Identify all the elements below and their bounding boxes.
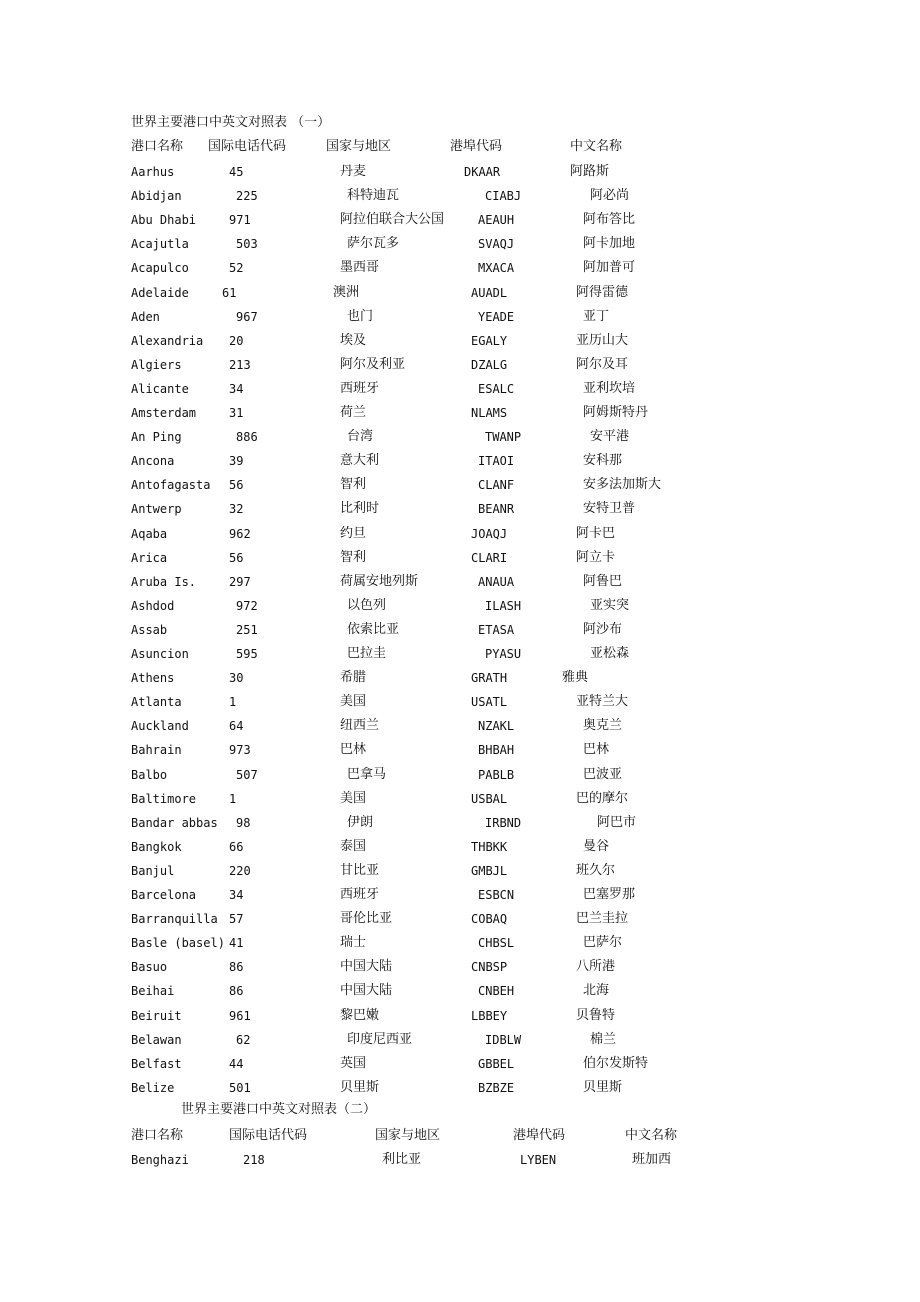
cell-chinese-name: 安科那	[583, 453, 623, 469]
cell-country: 泰国	[340, 838, 367, 854]
table-row	[0, 331, 920, 351]
cell-country: 澳洲	[333, 284, 360, 300]
cell-phone-code: 30	[229, 671, 244, 686]
cell-port-name: Ashdod	[131, 598, 175, 613]
table-row	[0, 499, 920, 519]
cell-port-name: Adelaide	[131, 285, 189, 300]
cell-phone-code: 220	[229, 863, 251, 878]
cell-port-name: Acapulco	[131, 261, 189, 276]
cell-port-name: Basle (basel)	[131, 936, 225, 951]
table-row	[0, 1030, 920, 1050]
cell-port-code: CIABJ	[485, 189, 522, 204]
cell-chinese-name: 巴塞罗那	[583, 887, 636, 902]
cell-chinese-name: 亚利坎培	[583, 380, 636, 396]
cell-country: 比利时	[340, 501, 380, 517]
cell-port-name: Bandar abbas	[131, 815, 218, 830]
cell-phone-code: 86	[229, 984, 244, 999]
cell-port-name: An Ping	[131, 430, 182, 445]
cell-port-name: Basuo	[131, 960, 168, 975]
cell-country: 甘比亚	[340, 862, 380, 878]
cell-chinese-name: 伯尔发斯特	[583, 1055, 649, 1071]
cell-country: 瑞士	[340, 935, 367, 951]
cell-phone-code: 973	[229, 743, 251, 758]
cell-port-code: AEAUH	[478, 213, 515, 228]
table-row	[0, 475, 920, 495]
header-phone-code: 国际电话代码	[229, 1128, 308, 1143]
cell-chinese-name: 巴林	[583, 742, 610, 758]
cell-phone-code: 61	[222, 285, 237, 300]
cell-country: 巴拿马	[347, 766, 387, 782]
cell-phone-code: 971	[229, 213, 251, 228]
header-port-code: 港埠代码	[450, 139, 503, 154]
cell-port-name: Balbo	[131, 767, 168, 782]
cell-chinese-name: 阿姆斯特丹	[583, 405, 649, 420]
cell-port-code: ESALC	[478, 381, 515, 396]
cell-port-code: TWANP	[485, 430, 522, 445]
cell-chinese-name: 巴波亚	[583, 766, 623, 782]
cell-port-code: GBBEL	[478, 1056, 515, 1071]
cell-port-code: GRATH	[471, 671, 508, 686]
cell-port-code: COBAQ	[471, 912, 508, 927]
cell-phone-code: 967	[236, 309, 258, 324]
cell-port-name: Arica	[131, 550, 168, 565]
cell-port-code: ESBCN	[478, 888, 515, 902]
cell-country: 纽西兰	[340, 718, 380, 734]
table-row	[0, 716, 920, 736]
cell-phone-code: 507	[236, 767, 258, 782]
table-row	[0, 740, 920, 760]
cell-chinese-name: 阿卡加地	[583, 236, 636, 252]
cell-phone-code: 34	[229, 381, 244, 396]
cell-country: 阿拉伯联合大公国	[340, 212, 445, 228]
cell-chinese-name: 巴兰圭拉	[576, 911, 629, 927]
cell-phone-code: 886	[236, 430, 258, 445]
cell-country: 智利	[340, 477, 367, 493]
table-row	[0, 427, 920, 447]
table-row	[0, 885, 920, 905]
cell-country: 丹麦	[340, 164, 367, 179]
table-row	[0, 1150, 920, 1170]
header-port-code: 港埠代码	[513, 1128, 566, 1143]
cell-country: 哥伦比亚	[340, 911, 393, 927]
cell-chinese-name: 雅典	[562, 670, 589, 686]
cell-country: 利比亚	[382, 1152, 422, 1167]
cell-chinese-name: 贝里斯	[583, 1079, 623, 1095]
cell-chinese-name: 亚特兰大	[576, 694, 629, 710]
cell-port-name: Alexandria	[131, 333, 204, 348]
cell-chinese-name: 阿必尚	[590, 188, 630, 204]
cell-chinese-name: 阿鲁巴	[583, 573, 623, 589]
table-row	[0, 909, 920, 929]
cell-phone-code: 34	[229, 888, 244, 902]
cell-port-name: Beiruit	[131, 1008, 182, 1023]
cell-port-name: Abidjan	[131, 189, 182, 204]
cell-port-code: THBKK	[471, 839, 508, 854]
cell-port-code: BZBZE	[478, 1080, 515, 1095]
cell-port-name: Assab	[131, 622, 168, 637]
section-1-title: 世界主要港口中英文对照表 （一）	[131, 115, 331, 130]
cell-country: 中国大陆	[340, 959, 393, 975]
cell-phone-code: 297	[229, 574, 251, 589]
cell-country: 荷兰	[340, 405, 367, 420]
cell-phone-code: 41	[229, 936, 244, 951]
cell-port-code: CLANF	[478, 478, 515, 493]
cell-port-name: Benghazi	[131, 1153, 189, 1167]
cell-chinese-name: 阿卡巴	[576, 525, 616, 541]
cell-port-code: DZALG	[471, 357, 508, 372]
cell-port-name: Banjul	[131, 863, 175, 878]
cell-port-name: Aruba Is.	[131, 574, 197, 589]
cell-chinese-name: 亚实突	[590, 597, 630, 613]
cell-port-code: CNBEH	[478, 984, 515, 999]
cell-chinese-name: 亚松森	[590, 646, 630, 661]
cell-port-name: Athens	[131, 671, 175, 686]
cell-chinese-name: 贝鲁特	[576, 1007, 616, 1023]
cell-port-code: DKAAR	[464, 165, 501, 179]
table-row	[0, 379, 920, 399]
cell-phone-code: 225	[236, 189, 258, 204]
table-row	[0, 355, 920, 375]
table-row	[0, 1078, 920, 1098]
cell-country: 印度尼西亚	[347, 1031, 413, 1047]
cell-phone-code: 501	[229, 1080, 251, 1095]
cell-country: 中国大陆	[340, 983, 393, 999]
cell-country: 墨西哥	[340, 260, 380, 276]
cell-phone-code: 961	[229, 1008, 251, 1023]
cell-port-name: Alicante	[131, 381, 189, 396]
table-row	[0, 789, 920, 809]
cell-port-name: Ancona	[131, 454, 175, 469]
table-row	[0, 596, 920, 616]
cell-port-code: ILASH	[485, 598, 522, 613]
cell-chinese-name: 安特卫普	[583, 501, 636, 517]
cell-port-code: LBBEY	[471, 1008, 508, 1023]
cell-chinese-name: 棉兰	[590, 1031, 617, 1047]
cell-port-code: NLAMS	[471, 406, 508, 420]
cell-port-name: Asuncion	[131, 647, 189, 661]
cell-port-code: PABLB	[478, 767, 515, 782]
cell-chinese-name: 安平港	[590, 429, 630, 445]
cell-phone-code: 972	[236, 598, 258, 613]
cell-phone-code: 31	[229, 406, 244, 420]
header-port-name: 港口名称	[131, 1128, 184, 1143]
table-row	[0, 668, 920, 688]
section-2-title: 世界主要港口中英文对照表（二）	[181, 1102, 377, 1117]
cell-port-name: Bahrain	[131, 743, 182, 758]
cell-port-name: Antofagasta	[131, 478, 211, 493]
cell-phone-code: 56	[229, 550, 244, 565]
cell-chinese-name: 曼谷	[583, 838, 610, 854]
cell-country: 伊朗	[347, 814, 374, 830]
cell-chinese-name: 巴的摩尔	[576, 790, 629, 806]
cell-port-code: IRBND	[485, 815, 522, 830]
cell-country: 西班牙	[340, 887, 380, 902]
cell-chinese-name: 北海	[583, 983, 610, 999]
cell-port-code: LYBEN	[520, 1153, 557, 1167]
cell-port-code: USATL	[471, 695, 508, 710]
cell-port-code: MXACA	[478, 261, 515, 276]
cell-port-name: Auckland	[131, 719, 189, 734]
cell-port-code: EGALY	[471, 333, 508, 348]
cell-country: 巴林	[340, 742, 367, 758]
table-row	[0, 403, 920, 423]
cell-country: 巴拉圭	[347, 646, 387, 661]
cell-country: 依索比亚	[347, 621, 400, 637]
cell-country: 黎巴嫩	[340, 1007, 380, 1023]
table-row	[0, 524, 920, 544]
table-row	[0, 307, 920, 327]
cell-country: 萨尔瓦多	[347, 236, 400, 252]
cell-country: 也门	[347, 308, 374, 324]
cell-phone-code: 20	[229, 333, 244, 348]
cell-port-code: JOAQJ	[471, 526, 508, 541]
cell-country: 美国	[340, 790, 367, 806]
cell-phone-code: 45	[229, 165, 244, 179]
cell-chinese-name: 阿布答比	[583, 212, 636, 228]
cell-country: 台湾	[347, 429, 374, 445]
cell-port-name: Belize	[131, 1080, 175, 1095]
cell-phone-code: 32	[229, 502, 244, 517]
cell-port-code: CHBSL	[478, 936, 515, 951]
table-row	[0, 861, 920, 881]
table-row	[0, 765, 920, 785]
cell-port-name: Acajutla	[131, 237, 189, 252]
cell-port-name: Bangkok	[131, 839, 182, 854]
cell-port-name: Belfast	[131, 1056, 182, 1071]
cell-phone-code: 44	[229, 1056, 244, 1071]
cell-chinese-name: 阿加普可	[583, 260, 636, 276]
cell-port-name: Amsterdam	[131, 406, 197, 420]
cell-phone-code: 66	[229, 839, 244, 854]
cell-country: 埃及	[340, 332, 367, 348]
cell-port-code: PYASU	[485, 647, 522, 661]
cell-port-name: Aarhus	[131, 165, 175, 179]
table-row	[0, 692, 920, 712]
cell-chinese-name: 阿路斯	[570, 164, 610, 179]
cell-port-name: Atlanta	[131, 695, 182, 710]
cell-country: 阿尔及利亚	[340, 356, 406, 372]
table-row	[0, 210, 920, 230]
cell-chinese-name: 班加西	[632, 1152, 672, 1167]
header-phone-code: 国际电话代码	[208, 139, 287, 154]
cell-phone-code: 52	[229, 261, 244, 276]
cell-port-name: Beihai	[131, 984, 175, 999]
cell-port-code: SVAQJ	[478, 237, 515, 252]
cell-phone-code: 595	[236, 647, 258, 661]
cell-port-code: GMBJL	[471, 863, 508, 878]
cell-chinese-name: 阿得雷德	[576, 284, 629, 300]
cell-port-code: ITAOI	[478, 454, 515, 469]
cell-chinese-name: 班久尔	[576, 862, 616, 878]
table-row	[0, 813, 920, 833]
cell-port-code: ANAUA	[478, 574, 515, 589]
cell-port-code: IDBLW	[485, 1032, 522, 1047]
section-1-header-row	[0, 137, 920, 157]
cell-phone-code: 56	[229, 478, 244, 493]
cell-phone-code: 251	[236, 622, 258, 637]
cell-country: 希腊	[340, 670, 367, 686]
cell-phone-code: 218	[243, 1153, 265, 1167]
header-port-name: 港口名称	[131, 139, 184, 154]
cell-phone-code: 62	[236, 1032, 251, 1047]
cell-country: 英国	[340, 1055, 367, 1071]
cell-country: 意大利	[340, 453, 380, 469]
cell-port-code: USBAL	[471, 791, 508, 806]
cell-port-name: Belawan	[131, 1032, 182, 1047]
cell-port-name: Aqaba	[131, 526, 168, 541]
table-row	[0, 234, 920, 254]
cell-country: 约旦	[340, 525, 367, 541]
cell-country: 美国	[340, 694, 367, 710]
cell-port-code: CNBSP	[471, 960, 508, 975]
cell-phone-code: 98	[236, 815, 251, 830]
header-chinese-name: 中文名称	[570, 139, 623, 154]
table-row	[0, 837, 920, 857]
cell-port-name: Barcelona	[131, 888, 197, 902]
cell-chinese-name: 巴萨尔	[583, 935, 623, 951]
table-row	[0, 957, 920, 977]
cell-country: 智利	[340, 549, 367, 565]
table-row	[0, 644, 920, 664]
cell-chinese-name: 安多法加斯大	[583, 477, 662, 493]
table-row	[0, 283, 920, 303]
cell-phone-code: 1	[229, 791, 237, 806]
cell-country: 荷属安地列斯	[340, 573, 419, 589]
cell-country: 以色列	[347, 597, 387, 613]
cell-port-name: Aden	[131, 309, 160, 324]
cell-chinese-name: 亚历山大	[576, 332, 629, 348]
cell-phone-code: 213	[229, 357, 251, 372]
cell-port-code: BHBAH	[478, 743, 515, 758]
cell-country: 科特迪瓦	[347, 188, 400, 204]
table-row	[0, 451, 920, 471]
cell-chinese-name: 奥克兰	[583, 718, 623, 734]
table-row	[0, 548, 920, 568]
cell-port-code: AUADL	[471, 285, 508, 300]
cell-chinese-name: 阿沙布	[583, 621, 623, 637]
cell-port-code: NZAKL	[478, 719, 515, 734]
header-country: 国家与地区	[326, 139, 392, 154]
cell-chinese-name: 阿巴市	[597, 814, 637, 830]
cell-port-code: CLARI	[471, 550, 508, 565]
cell-country: 西班牙	[340, 380, 380, 396]
cell-port-name: Barranquilla	[131, 912, 218, 927]
cell-port-name: Baltimore	[131, 791, 197, 806]
cell-chinese-name: 阿立卡	[576, 549, 616, 565]
cell-phone-code: 503	[236, 237, 258, 252]
section-2-header-row	[0, 1126, 920, 1146]
cell-port-code: BEANR	[478, 502, 515, 517]
header-country: 国家与地区	[375, 1128, 441, 1143]
table-row	[0, 981, 920, 1001]
cell-phone-code: 64	[229, 719, 244, 734]
cell-phone-code: 1	[229, 695, 237, 710]
table-row	[0, 1006, 920, 1026]
cell-port-name: Antwerp	[131, 502, 182, 517]
header-chinese-name: 中文名称	[625, 1128, 678, 1143]
cell-port-code: ETASA	[478, 622, 515, 637]
cell-phone-code: 962	[229, 526, 251, 541]
cell-port-code: YEADE	[478, 309, 515, 324]
table-row	[0, 162, 920, 182]
cell-chinese-name: 亚丁	[583, 308, 610, 324]
table-row	[0, 186, 920, 206]
table-row	[0, 933, 920, 953]
table-row	[0, 258, 920, 278]
cell-port-name: Abu Dhabi	[131, 213, 197, 228]
table-row	[0, 620, 920, 640]
table-row	[0, 1054, 920, 1074]
cell-phone-code: 57	[229, 912, 244, 927]
cell-port-name: Algiers	[131, 357, 182, 372]
cell-country: 贝里斯	[340, 1079, 380, 1095]
cell-phone-code: 39	[229, 454, 244, 469]
cell-chinese-name: 八所港	[576, 959, 616, 975]
table-row	[0, 572, 920, 592]
cell-phone-code: 86	[229, 960, 244, 975]
cell-chinese-name: 阿尔及耳	[576, 356, 629, 372]
